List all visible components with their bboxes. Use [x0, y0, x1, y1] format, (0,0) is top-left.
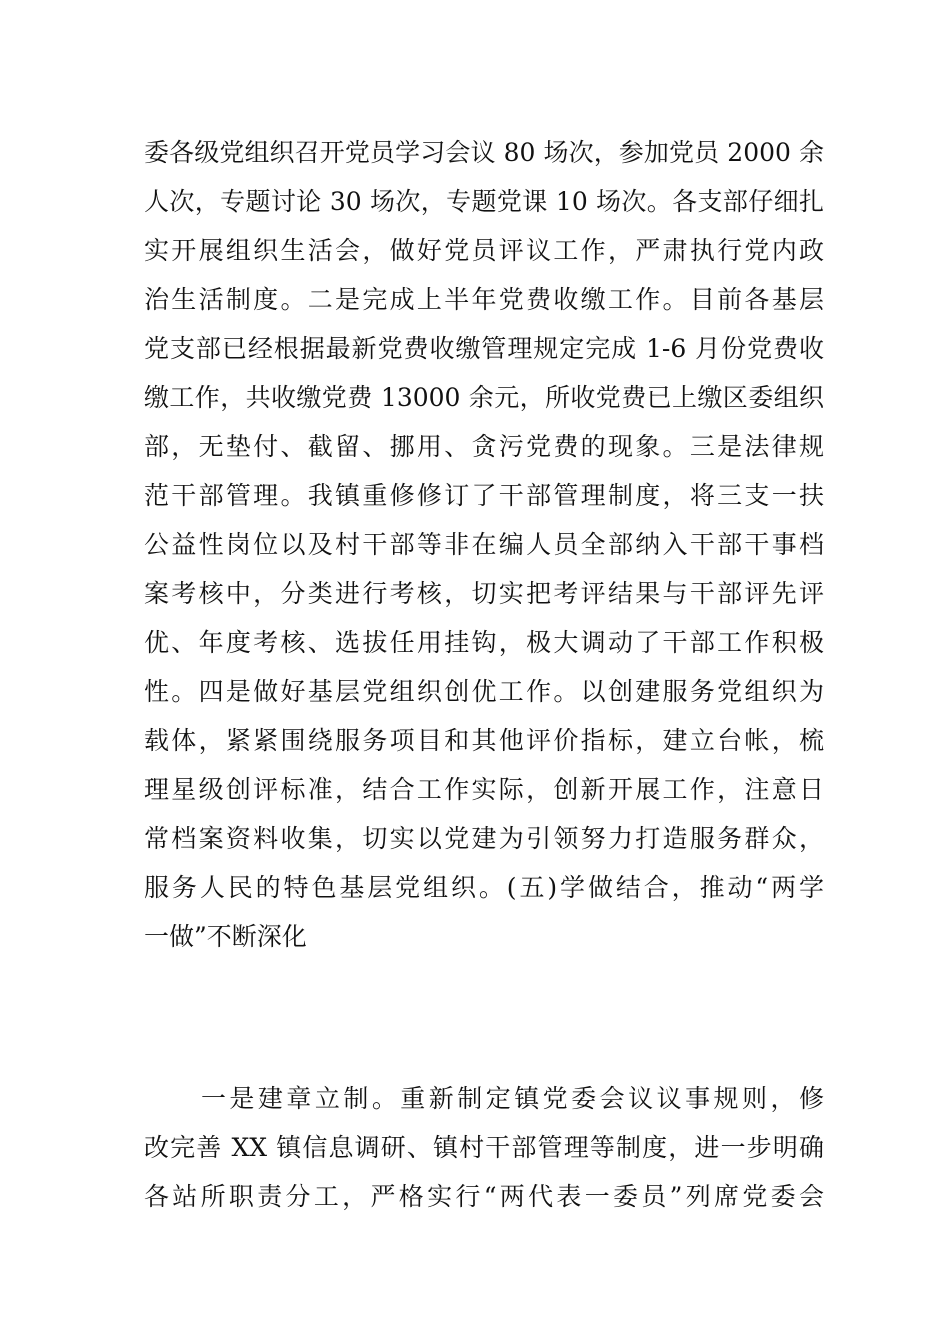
paragraph-line: 范干部管理。我镇重修修订了干部管理制度，将三支一扶 [144, 481, 824, 510]
paragraph-line: 一是建章立制。重新制定镇党委会议议事规则，修 [144, 1084, 824, 1113]
paragraph-line: 理星级创评标准，结合工作实际，创新开展工作，注意日 [144, 775, 824, 804]
body-paragraph [144, 1074, 824, 1221]
paragraph-line: 常档案资料收集，切实以党建为引领努力打造服务群众， [144, 824, 824, 853]
paragraph-line: 缴工作，共收缴党费 13000 余元，所收党费已上缴区委组织 [144, 383, 824, 412]
paragraph-line: 部，无垫付、截留、挪用、贪污党费的现象。三是法律规 [144, 432, 824, 461]
paragraph-line: 人次，专题讨论 30 场次，专题党课 10 场次。各支部仔细扎 [144, 187, 824, 216]
paragraph-line: 优、年度考核、选拔任用挂钩，极大调动了干部工作积极 [144, 628, 824, 657]
paragraph-line: 载体，紧紧围绕服务项目和其他评价指标，建立台帐，梳 [144, 726, 824, 755]
paragraph-line: 性。四是做好基层党组织创优工作。以创建服务党组织为 [144, 677, 824, 706]
paragraph-line: 案考核中，分类进行考核，切实把考评结果与干部评先评 [144, 579, 824, 608]
body-paragraph [144, 128, 824, 961]
paragraph-line: 委各级党组织召开党员学习会议 80 场次，参加党员 2000 余 [144, 138, 824, 167]
paragraph-line: 一做”不断深化 [144, 922, 307, 951]
paragraph-line: 党支部已经根据最新党费收缴管理规定完成 1-6 月份党费收 [144, 334, 824, 363]
paragraph-line: 改完善 XX 镇信息调研、镇村干部管理等制度，进一步明确 [144, 1133, 824, 1162]
paragraph-line: 实开展组织生活会，做好党员评议工作，严肃执行党内政 [144, 236, 824, 265]
paragraph-line: 各站所职责分工，严格实行“两代表一委员”列席党委会 [144, 1182, 824, 1211]
paragraph-line: 服务人民的特色基层党组织。(五)学做结合，推动“两学 [144, 873, 824, 902]
paragraph-line: 公益性岗位以及村干部等非在编人员全部纳入干部干事档 [144, 530, 824, 559]
paragraph-line: 治生活制度。二是完成上半年党费收缴工作。目前各基层 [144, 285, 824, 314]
